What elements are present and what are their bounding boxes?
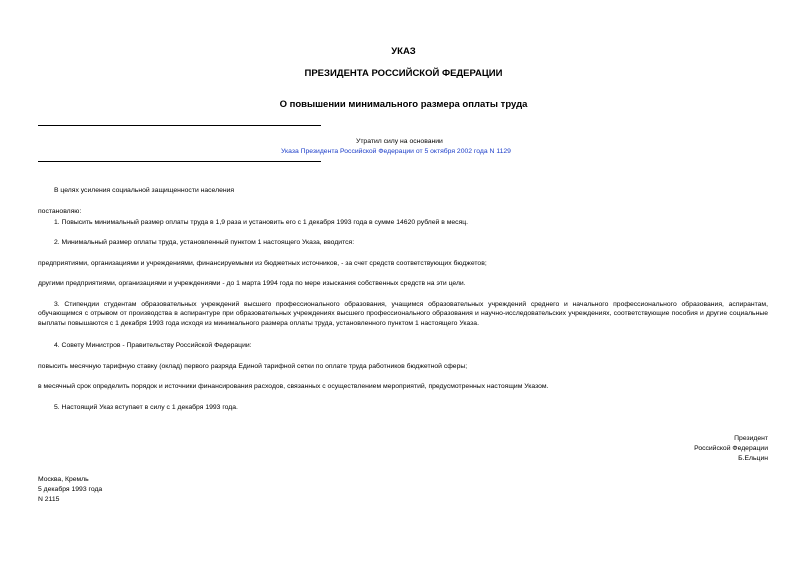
paragraph-4b: в месячный срок определить порядок и источники финансирования расходов, связанных с осуществлением мероприятий, предусмотренных настоящим Указом. (38, 383, 549, 390)
paragraph-4: 4. Совету Министров - Правительству Российской Федерации: (54, 342, 252, 349)
paragraph-5: 5. Настоящий Указ вступает в силу с 1 декабря 1993 года. (54, 404, 238, 411)
paragraph-2: 2. Минимальный размер оплаты труда, установленный пунктом 1 настоящего Указа, вводится: (54, 239, 355, 246)
signature-name: Б.Ельцин (738, 455, 768, 462)
document-number: N 2115 (38, 496, 60, 503)
paragraph-4a: повысить месячную тарифную ставку (оклад) первого разряда Единой тарифной сетки по оплате труда работников бюджетной сферы; (38, 363, 468, 370)
repeal-link[interactable]: Указа Президента Российской Федерации от 5 октября 2002 года N 1129 (281, 148, 511, 155)
intro-text: В целях усиления социальной защищенности населения (54, 187, 235, 194)
paragraph-1: 1. Повысить минимальный размер оплаты труда в 1,9 раза и установить его с 1 декабря 1993 года в сумме 14620 рублей в месяц. (54, 219, 469, 226)
document-title: УКАЗ (391, 46, 416, 57)
issue-date: 5 декабря 1993 года (38, 486, 103, 493)
signature-title: Президент (734, 435, 768, 442)
issue-place: Москва, Кремль (38, 476, 89, 483)
signature-org: Российской Федерации (694, 445, 768, 452)
repeal-notice: Утратил силу на основании (356, 138, 443, 145)
paragraph-2a: предприятиями, организациями и учреждениями, финансируемыми из бюджетных источников, - за счет средств соответствующих бюджетов; (38, 260, 487, 267)
divider-top (38, 125, 321, 126)
resolved-text: постановляю: (38, 208, 82, 215)
paragraph-3: 3. Стипендии студентам образовательных учреждений высшего профессионального образования, учащимся образовательных учреждений среднего и начального профессионального образования, аспирантам, обучающимся с отрывом от производства в аспирантуре при образовательных учреждениях высшего профессионального образования и научно-исследовательских учреждениях, соответствующие пособия и другие социальные выплаты повышаются с 1 декабря 1993 года исходя из минимального размера оплаты труда, установленного пунктом 1 настоящего Указа. (38, 301, 768, 327)
document-heading: О повышении минимального размера оплаты труда (279, 99, 528, 110)
paragraph-2b: другими предприятиями, организациями и учреждениями - до 1 марта 1994 года по мере изыскания собственных средств на эти цели. (38, 280, 466, 287)
divider-bottom (38, 161, 321, 162)
document-subtitle: ПРЕЗИДЕНТА РОССИЙСКОЙ ФЕДЕРАЦИИ (304, 68, 503, 79)
